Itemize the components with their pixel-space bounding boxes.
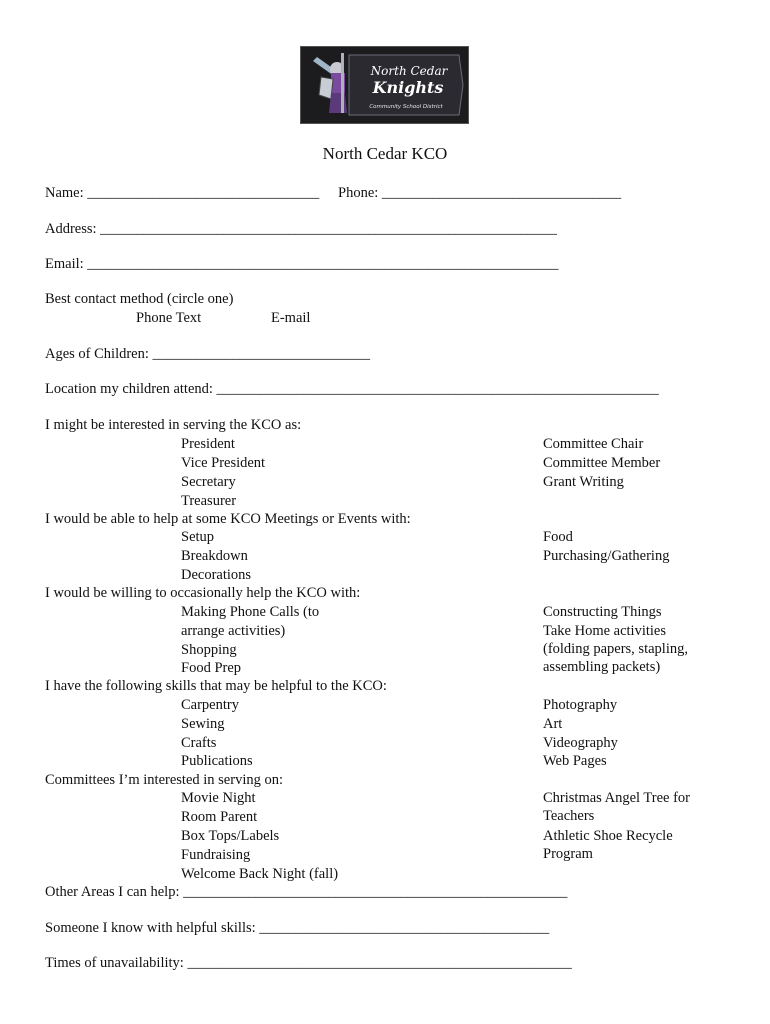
serving-heading: I might be interested in serving the KCO as:	[45, 417, 302, 433]
logo-line2: Knights	[372, 78, 444, 97]
option-angel-tree-cont: Teachers	[543, 808, 595, 824]
option-take-home[interactable]: Take Home activities	[543, 623, 666, 639]
option-take-home-cont2: assembling packets)	[543, 659, 661, 675]
logo-line1: North Cedar	[370, 64, 448, 78]
option-shopping[interactable]: Shopping	[181, 642, 237, 658]
option-secretary[interactable]: Secretary	[181, 474, 236, 490]
option-phone-calls-cont: arrange activities)	[181, 623, 286, 639]
option-vice-president[interactable]: Vice President	[181, 455, 266, 471]
option-constructing[interactable]: Constructing Things	[543, 604, 662, 620]
address-field[interactable]: Address: _______________________________________________________________	[45, 221, 557, 237]
option-fundraising[interactable]: Fundraising	[181, 847, 251, 863]
phone-field[interactable]: Phone: _________________________________	[338, 185, 622, 201]
option-purchasing[interactable]: Purchasing/Gathering	[543, 548, 670, 564]
option-videography[interactable]: Videography	[543, 735, 618, 751]
option-grant-writing[interactable]: Grant Writing	[543, 474, 624, 490]
email-field[interactable]: Email: _________________________________________________________________	[45, 256, 559, 272]
logo-line3: Community School District	[369, 104, 443, 110]
contact-option-email[interactable]: E-mail	[271, 310, 311, 326]
meetings-heading: I would be able to help at some KCO Meetings or Events with:	[45, 511, 411, 527]
option-committee-chair[interactable]: Committee Chair	[543, 436, 644, 452]
option-shoe-recycle-cont: Program	[543, 846, 593, 862]
option-shoe-recycle[interactable]: Athletic Shoe Recycle	[543, 828, 673, 844]
option-food[interactable]: Food	[543, 529, 573, 545]
option-movie-night[interactable]: Movie Night	[181, 790, 256, 806]
option-phone-calls[interactable]: Making Phone Calls (to	[181, 604, 320, 620]
option-sewing[interactable]: Sewing	[181, 716, 225, 732]
occasional-heading: I would be willing to occasionally help the KCO with:	[45, 585, 361, 601]
option-welcome-back-night[interactable]: Welcome Back Night (fall)	[181, 866, 339, 882]
option-decorations[interactable]: Decorations	[181, 567, 252, 583]
other-areas-field[interactable]: Other Areas I can help: _____________________________________________________	[45, 884, 568, 900]
option-breakdown[interactable]: Breakdown	[181, 548, 248, 564]
option-president[interactable]: President	[181, 436, 235, 452]
contact-method-label: Best contact method (circle one)	[45, 291, 234, 307]
option-web-pages[interactable]: Web Pages	[543, 753, 607, 769]
option-publications[interactable]: Publications	[181, 753, 253, 769]
skills-heading: I have the following skills that may be helpful to the KCO:	[45, 678, 387, 694]
contact-option-phone-text[interactable]: Phone Text	[136, 310, 202, 326]
option-carpentry[interactable]: Carpentry	[181, 697, 239, 713]
committees-heading: Committees I’m interested in serving on:	[45, 772, 283, 788]
option-treasurer[interactable]: Treasurer	[181, 493, 237, 509]
name-field[interactable]: Name: ________________________________	[45, 185, 320, 201]
unavailability-field[interactable]: Times of unavailability: _____________________________________________________	[45, 955, 572, 971]
page-title: North Cedar KCO	[322, 144, 448, 163]
option-angel-tree[interactable]: Christmas Angel Tree for	[543, 790, 691, 806]
option-setup[interactable]: Setup	[181, 529, 215, 545]
option-committee-member[interactable]: Committee Member	[543, 455, 661, 471]
helpful-skills-contact-field[interactable]: Someone I know with helpful skills: ________________________________________	[45, 920, 550, 936]
option-crafts[interactable]: Crafts	[181, 735, 217, 751]
option-take-home-cont1: (folding papers, stapling,	[543, 641, 688, 657]
option-room-parent[interactable]: Room Parent	[181, 809, 258, 825]
option-food-prep[interactable]: Food Prep	[181, 660, 242, 676]
school-logo	[300, 46, 469, 124]
location-field[interactable]: Location my children attend: _____________________________________________________________	[45, 381, 659, 397]
ages-field[interactable]: Ages of Children: ______________________________	[45, 346, 371, 362]
option-art[interactable]: Art	[543, 716, 563, 732]
option-photography[interactable]: Photography	[543, 697, 618, 713]
option-box-tops[interactable]: Box Tops/Labels	[181, 828, 280, 844]
